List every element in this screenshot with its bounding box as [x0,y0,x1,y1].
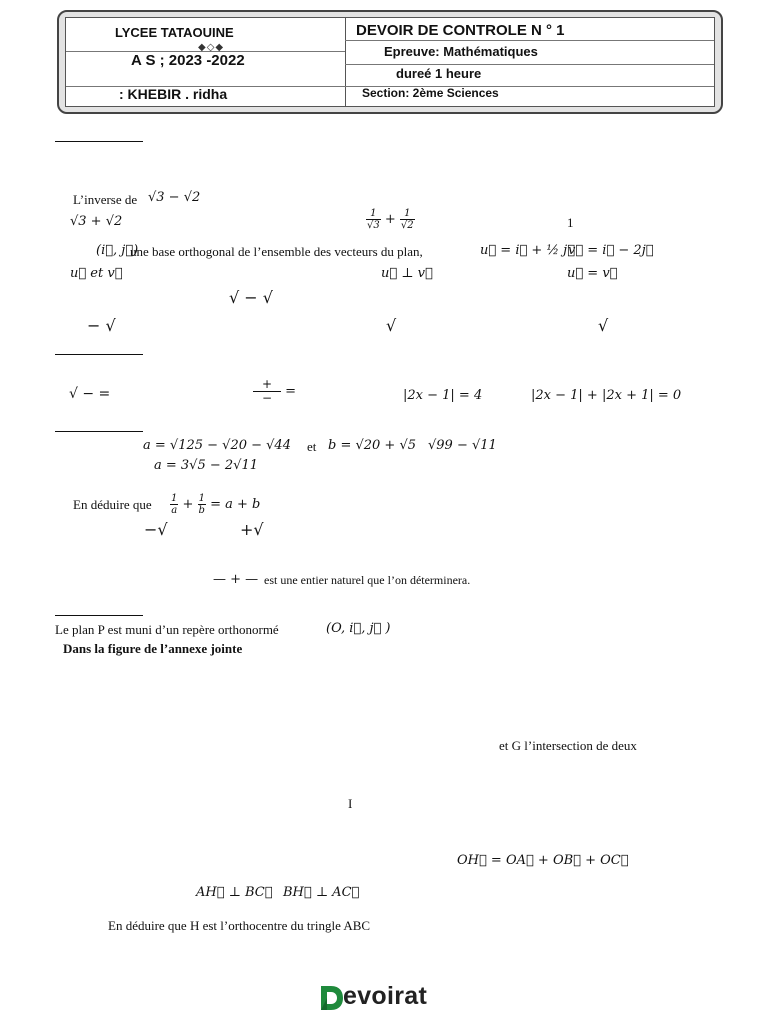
exam-subject: Epreuve: Mathématiques [384,44,538,59]
header-divider [345,18,346,106]
deduce-text: En déduire que [73,497,152,512]
exam-section: Section: 2ème Sciences [362,86,499,100]
q1-text: L’inverse de [73,192,138,207]
q2-choice-a: u⃗ et v⃗ [70,266,123,281]
q3-choice-b: √ [386,316,397,335]
q1-choice-b: $\frac{1}{√3}$ + $\frac{1}{√2}$ [367,208,414,231]
ex4-annex: Dans la figure de l’annexe jointe [63,641,243,656]
definition-et: et [307,439,317,454]
integer-expression: — + — [213,572,259,587]
ornament-icon: ◆◇◆ [198,42,225,53]
equation-4: |2x − 1| + |2x + 1| = 0 [531,388,682,403]
show-a: a = 3√5 − 2√11 [154,458,258,473]
school-year: A S ; 2023 -2022 [131,52,245,69]
ex4-bh-perp-ac: BH⃗ ⊥ AC⃗ [283,885,360,900]
header-right-rule-1 [345,40,714,41]
q2-choice-c: u⃗ = v⃗ [567,266,618,281]
deduce-expression: $\frac{1}{a}$ + $\frac{1}{b}$ = a + b [171,493,261,516]
exercise-4-rule [55,615,143,616]
ex4-point-i: I [348,796,353,811]
equation-1: √ − = [69,386,111,402]
school-name: LYCEE TATAOUINE [115,25,234,40]
q2-choice-b: u⃗ ⊥ v⃗ [381,266,433,281]
q3-expression: √ − √ [229,288,273,307]
devoirat-wordmark: evoirat [343,982,428,1010]
header-right-rule-2 [345,64,714,65]
q1-choice-a: √3 + √2 [70,214,123,229]
definition-a: a = √125 − √20 − √44 [143,438,291,453]
exam-duration: dureé 1 heure [396,66,482,81]
ex4-intersection: et G l’intersection de deux [499,738,637,753]
q2-basis: (i⃗, j⃗) [96,243,139,258]
equation-3: |2x − 1| = 4 [403,388,483,403]
q2-u-definition: u⃗ = i⃗ + ½ j⃗ [480,243,576,258]
equation-2: $\frac{+}{-}$ = [253,378,296,405]
plus-sqrt: +√ [240,520,264,539]
ex4-oh-relation: OH⃗ = OA⃗ + OB⃗ + OC⃗ [457,853,629,868]
ex4-conclusion: En déduire que H est l’orthocentre du tringle ABC [108,918,371,933]
exercise-1-rule [55,141,143,142]
integer-text: est une entier naturel que l’on déterminera. [264,573,471,587]
ex4-frame: (O, i⃗, j⃗ ) [326,621,391,636]
ex4-intro: Le plan P est muni d’un repère orthonormé [55,622,279,637]
teacher-name: : KHEBIR . ridha [119,86,228,102]
q2-v-definition: v⃗ = i⃗ − 2j⃗ [568,243,654,258]
exercise-2-rule [55,354,143,355]
minus-sqrt: −√ [144,520,168,539]
q2-text: une base orthogonal de l’ensemble des vecteurs du plan, [130,244,423,259]
exam-title: DEVOIR DE CONTROLE N ° 1 [356,22,565,39]
q1-expression: √3 − √2 [148,190,201,205]
definition-b: b = √20 + √5 [328,438,417,453]
q3-choice-c: √ [598,316,609,335]
q1-choice-c: 1 [567,215,574,230]
exercise-3-rule [55,431,143,432]
definition-extra: √99 − √11 [428,438,497,453]
devoirat-d-icon [319,984,345,1012]
ex4-ah-perp-bc: AH⃗ ⊥ BC⃗ [196,885,273,900]
q3-choice-a: − √ [87,316,116,335]
